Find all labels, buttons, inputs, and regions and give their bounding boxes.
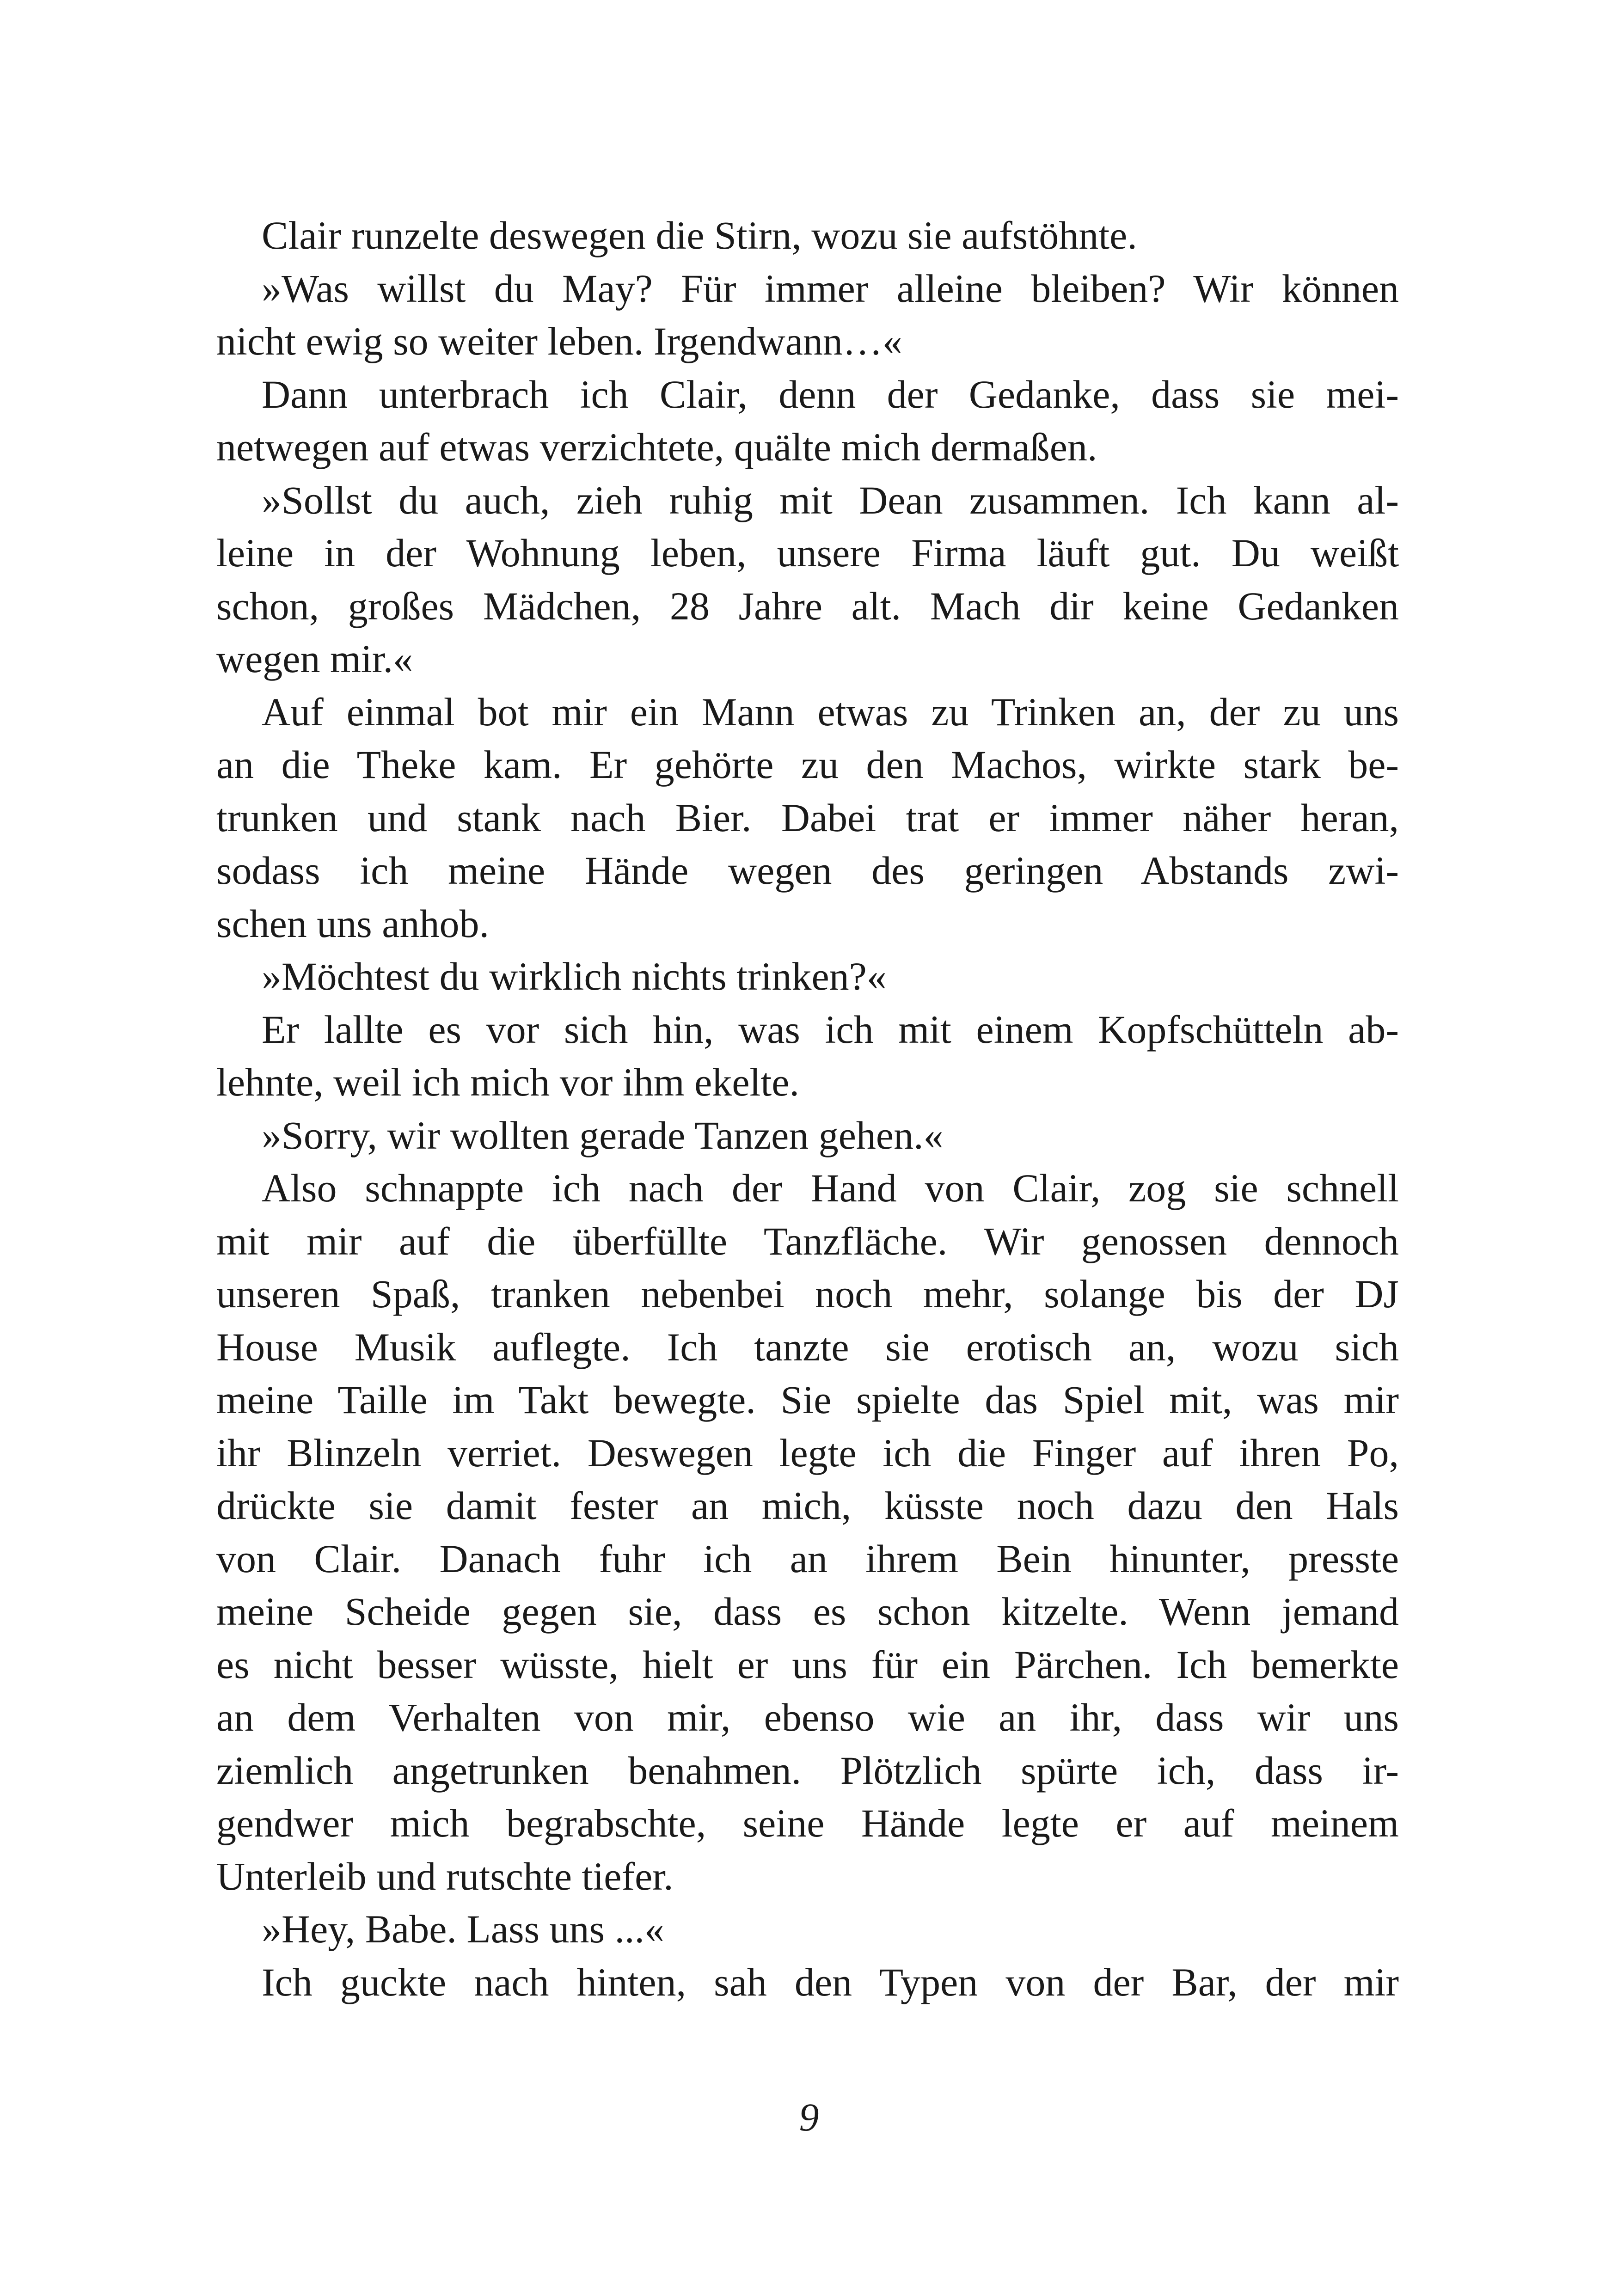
text-line: »Sollst du auch, zieh ruhig mit Dean zusammen. Ich kann al- [262,478,1399,522]
text-line: Dann unterbrach ich Clair, denn der Gedanke, dass sie mei- [262,372,1399,416]
body-text [216,209,1399,2008]
text-line: an dem Verhalten von mir, ebenso wie an ihr, dass wir uns [216,1695,1399,1739]
text-line: Ich guckte nach hinten, sah den Typen von der Bar, der mir [262,1959,1399,2004]
text-line: nicht ewig so weiter leben. Irgendwann…« [216,319,902,363]
text-line: Also schnappte ich nach der Hand von Clair, zog sie schnell [262,1166,1399,1210]
text-line: »Möchtest du wirklich nichts trinken?« [262,954,887,998]
text-line: Clair runzelte deswegen die Stirn, wozu sie aufstöhnte. [262,213,1137,257]
text-line: schen uns anhob. [216,901,489,946]
text-line: gendwer mich begrabschte, seine Hände legte er auf meinem [216,1801,1399,1845]
text-line: Auf einmal bot mir ein Mann etwas zu Trinken an, der zu uns [262,689,1399,734]
text-line: mit mir auf die überfüllte Tanzfläche. Wir genossen dennoch [216,1218,1399,1263]
text-line: sodass ich meine Hände wegen des geringen Abstands zwi- [216,848,1399,893]
text-line: ihr Blinzeln verriet. Deswegen legte ich die Finger auf ihren Po, [216,1430,1399,1475]
text-line: von Clair. Danach fuhr ich an ihrem Bein hinunter, presste [216,1536,1399,1581]
text-line: Er lallte es vor sich hin, was ich mit einem Kopfschütteln ab- [262,1007,1399,1052]
text-line: House Musik auflegte. Ich tanzte sie erotisch an, wozu sich [216,1324,1399,1369]
text-line: »Was willst du May? Für immer alleine bleiben? Wir können [262,266,1399,311]
text-line: meine Taille im Takt bewegte. Sie spielte das Spiel mit, was mir [216,1378,1399,1422]
text-line: leine in der Wohnung leben, unsere Firma läuft gut. Du weißt [216,531,1399,575]
text-line: Unterleib und rutschte tiefer. [216,1854,674,1898]
text-line: »Sorry, wir wollten gerade Tanzen gehen.« [262,1113,944,1157]
text-line: lehnte, weil ich mich vor ihm ekelte. [216,1060,799,1104]
text-line: wegen mir.« [216,637,413,681]
text-line: an die Theke kam. Er gehörte zu den Machos, wirkte stark be- [216,742,1399,787]
text-line: ziemlich angetrunken benahmen. Plötzlich spürte ich, dass ir- [216,1748,1399,1793]
text-line: netwegen auf etwas verzichtete, quälte mich dermaßen. [216,425,1097,469]
text-line: meine Scheide gegen sie, dass es schon kitzelte. Wenn jemand [216,1589,1399,1634]
page-number: 9 [799,2095,819,2139]
text-line: unseren Spaß, tranken nebenbei noch mehr, solange bis der DJ [216,1272,1399,1316]
text-line: drückte sie damit fester an mich, küsste noch dazu den Hals [216,1483,1399,1528]
text-line: »Hey, Babe. Lass uns ...« [262,1907,665,1951]
text-line: schon, großes Mädchen, 28 Jahre alt. Mach dir keine Gedanken [216,583,1399,628]
text-line: es nicht besser wüsste, hielt er uns für ein Pärchen. Ich bemerkte [216,1642,1399,1687]
text-line: trunken und stank nach Bier. Dabei trat er immer näher heran, [216,795,1399,840]
